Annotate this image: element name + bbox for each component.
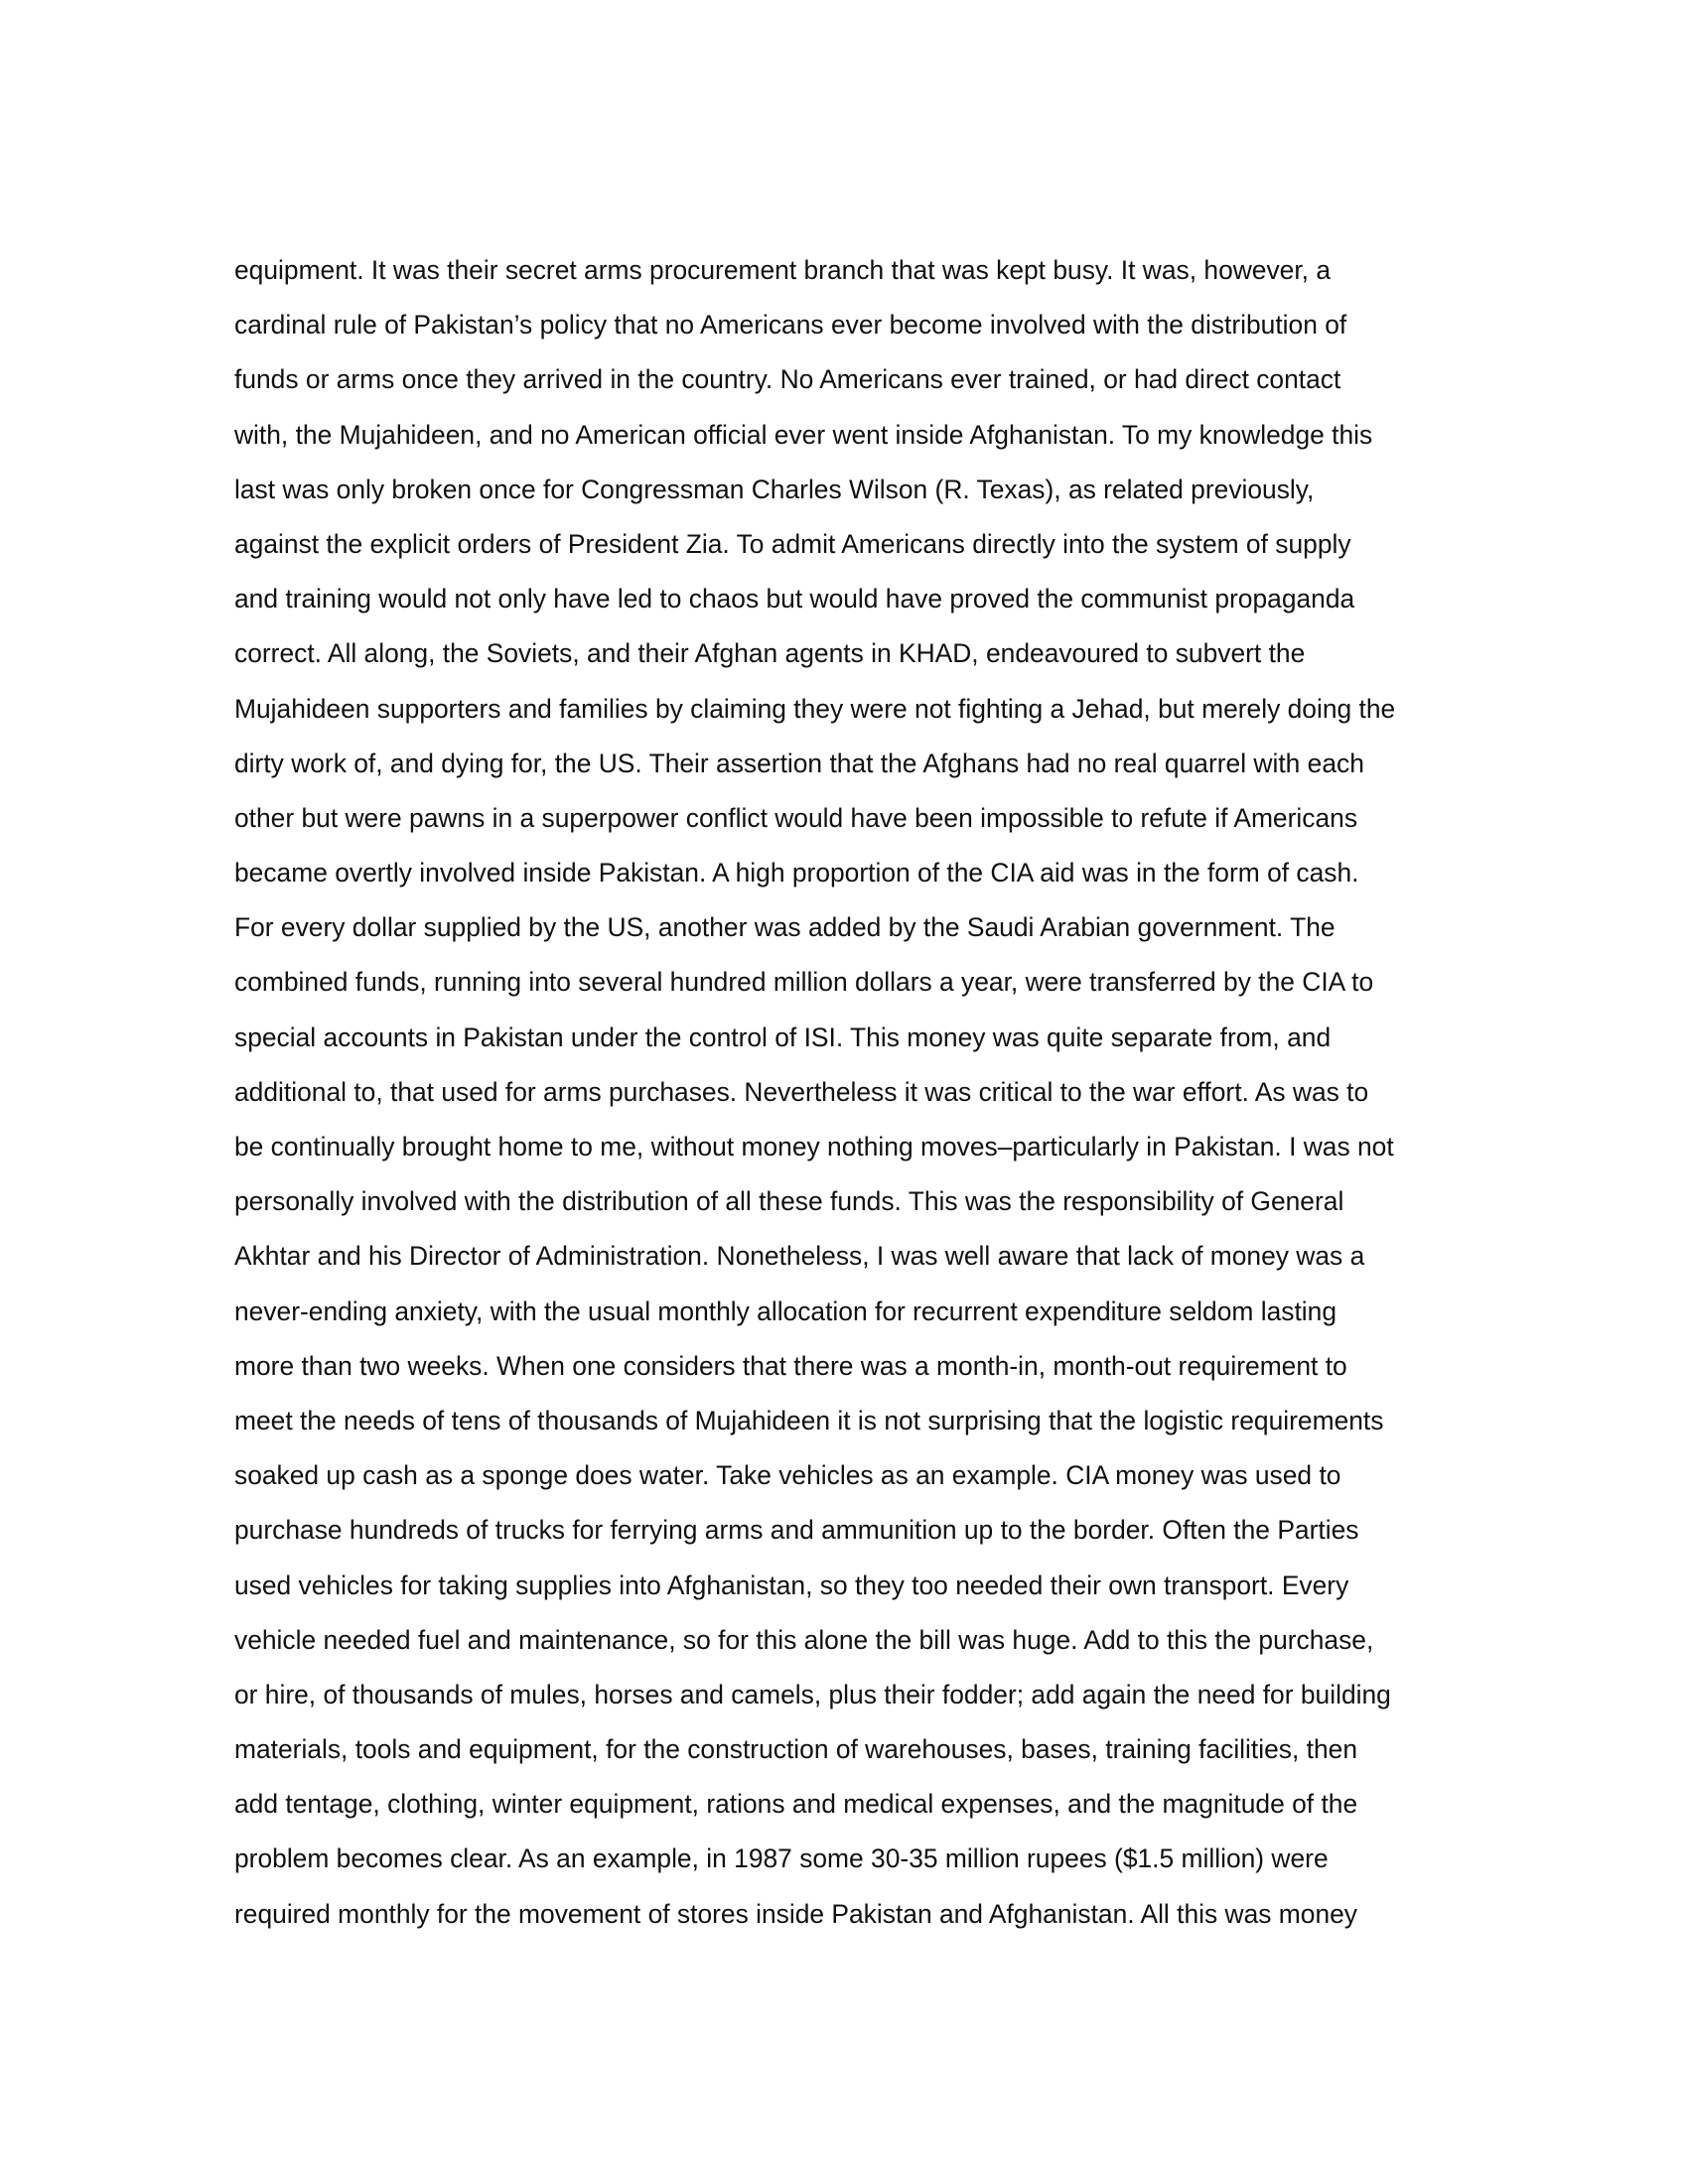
text-line: problem becomes clear. As an example, in 1987 some 30-35 million rupees ($1.5 million) were [234,1843,1329,1874]
text-line: more than two weeks. When one considers that there was a month-in, month-out requirement to [234,1350,1347,1381]
text-line: materials, tools and equipment, for the construction of warehouses, bases, training facilities, then [234,1734,1358,1765]
text-line: cardinal rule of Pakistan’s policy that no Americans ever become involved with the distribution of [234,310,1347,341]
text-line: special accounts in Pakistan under the control of ISI. This money was quite separate from, and [234,1022,1332,1052]
body-text [234,250,1505,1949]
text-line: add tentage, clothing, winter equipment, rations and medical expenses, and the magnitude of the [234,1789,1358,1820]
text-line: never-ending anxiety, with the usual monthly allocation for recurrent expenditure seldom lasting [234,1296,1336,1326]
text-line: soaked up cash as a sponge does water. Take vehicles as an example. CIA money was used to [234,1460,1341,1491]
text-line: dirty work of, and dying for, the US. Their assertion that the Afghans had no real quarrel with each [234,748,1364,778]
text-line: For every dollar supplied by the US, another was added by the Saudi Arabian government. The [234,912,1336,943]
text-line: correct. All along, the Soviets, and their Afghan agents in KHAD, endeavoured to subvert the [234,638,1306,669]
text-line: purchase hundreds of trucks for ferrying arms and ammunition up to the border. Often the Parties [234,1515,1359,1546]
text-line: Mujahideen supporters and families by claiming they were not fighting a Jehad, but merely doing the [234,693,1396,724]
text-line: and training would not only have led to chaos but would have proved the communist propaganda [234,584,1355,614]
text-line: meet the needs of tens of thousands of Mujahideen it is not surprising that the logistic requirements [234,1405,1384,1435]
text-line: combined funds, running into several hundred million dollars a year, were transferred by the CIA to [234,967,1374,998]
text-line: funds or arms once they arrived in the country. No Americans ever trained, or had direct contact [234,364,1341,395]
text-line: with, the Mujahideen, and no American official ever went inside Afghanistan. To my knowledge this [234,419,1373,450]
text-line: required monthly for the movement of stores inside Pakistan and Afghanistan. All this was money [234,1898,1357,1929]
text-line: be continually brought home to me, without money nothing moves–particularly in Pakistan. I was not [234,1132,1394,1161]
text-line: vehicle needed fuel and maintenance, so for this alone the bill was huge. Add to this the purchase, [234,1624,1374,1655]
text-line: or hire, of thousands of mules, horses and camels, plus their fodder; add again the need for building [234,1679,1391,1709]
text-line: Akhtar and his Director of Administration. Nonetheless, I was well aware that lack of money was a [234,1241,1365,1272]
text-line: personally involved with the distribution of all these funds. This was the responsibility of General [234,1186,1344,1217]
text-line: became overtly involved inside Pakistan. A high proportion of the CIA aid was in the form of cash. [234,858,1359,888]
text-line: last was only broken once for Congressman Charles Wilson (R. Texas), as related previously, [234,474,1315,504]
text-line: other but were pawns in a superpower conflict would have been impossible to refute if Americans [234,802,1358,833]
text-line: additional to, that used for arms purchases. Nevertheless it was critical to the war effort. As was to [234,1076,1369,1107]
text-line: used vehicles for taking supplies into Afghanistan, so they too needed their own transport. Every [234,1570,1349,1600]
text-line: against the explicit orders of President Zia. To admit Americans directly into the system of supply [234,528,1351,559]
text-line: equipment. It was their secret arms procurement branch that was kept busy. It was, however, a [234,255,1332,285]
